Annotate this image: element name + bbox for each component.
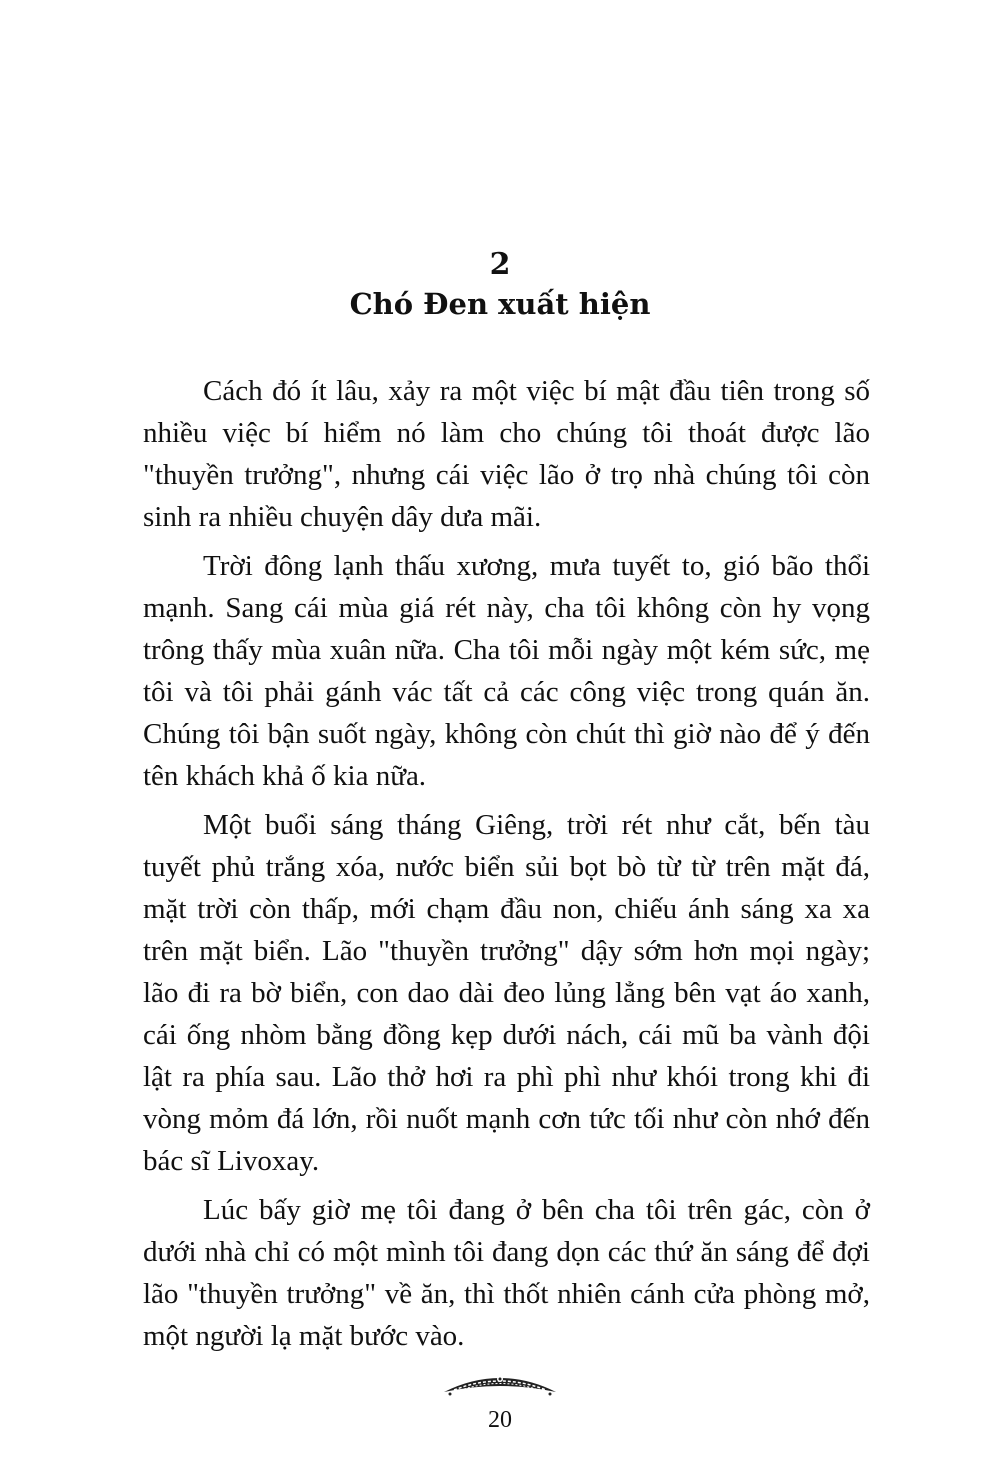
chapter-number: 2	[489, 247, 511, 282]
paragraph: Lúc bấy giờ mẹ tôi đang ở bên cha tôi trên gác, còn ở dưới nhà chỉ có một mình tôi đang dọn các thứ ăn sáng để đợi lão "thuyền trưởng" về ăn, thì thốt nhiên cánh cửa phòng mở, một người lạ mặt bước vào.	[143, 1194, 870, 1352]
paragraph: Cách đó ít lâu, xảy ra một việc bí mật đầu tiên trong số nhiều việc bí hiểm nó làm cho chúng tôi thoát được lão "thuyền trưởng", nhưng cái việc lão ở trọ nhà chúng tôi còn sinh ra nhiều chuyện dây dưa mãi.	[143, 375, 870, 533]
paragraph: Trời đông lạnh thấu xương, mưa tuyết to, gió bão thổi mạnh. Sang cái mùa giá rét này, cha tôi không còn hy vọng trông thấy mùa xuân nữa. Cha tôi mỗi ngày một kém sức, mẹ tôi và tôi phải gánh vác tất cả các công việc trong quán ăn. Chúng tôi bận suốt ngày, không còn chút thì giờ nào để ý đến tên khách khả ố kia nữa.	[143, 550, 870, 792]
paragraph: Một buổi sáng tháng Giêng, trời rét như cắt, bến tàu tuyết phủ trắng xóa, nước biển sủi bọt bò từ từ trên mặt đá, mặt trời còn thấp, mới chạm đầu non, chiếu ánh sáng xa xa trên mặt biển. Lão "thuyền trưởng" dậy sớm hơn mọi ngày; lão đi ra bờ biển, con dao dài đeo lủng lẳng bên vạt áo xanh, cái ống nhòm bằng đồng kẹp dưới nách, cái mũ ba vành đội lật ra phía sau. Lão thở hơi ra phì phì như khói trong khi đi vòng mỏm đá lớn, rồi nuốt mạnh cơn tức tối như còn nhớ đến bác sĩ Livoxay.	[143, 809, 870, 1177]
page-number: 20	[488, 1407, 512, 1433]
decorative-ornament-icon	[440, 1370, 560, 1398]
chapter-title: Chó Đen xuất hiện	[349, 287, 651, 321]
chapter-body	[143, 370, 870, 1364]
